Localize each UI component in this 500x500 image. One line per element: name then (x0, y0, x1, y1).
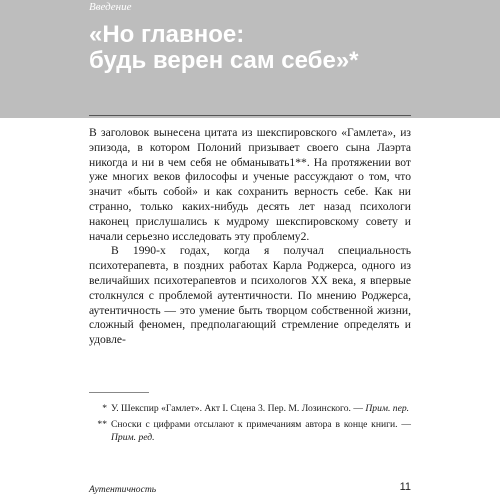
chapter-header (0, 0, 500, 118)
footnote-divider (89, 392, 149, 393)
footnote-mark: * (102, 403, 107, 414)
footnote (89, 418, 411, 444)
main-text (89, 126, 411, 348)
footnote-mark: ** (97, 419, 107, 430)
footnote-text: Сноски с цифрами отсылают к примечаниям автора в конце книги. — (111, 419, 411, 430)
footnote-note: Прим. ред. (111, 432, 155, 443)
chapter-title: «Но главное: будь верен сам себе»* (89, 21, 359, 74)
footnote-note: Прим. пер. (365, 403, 410, 414)
paragraph: В 1990-х годах, когда я получал специальность психотерапевта, в поздних работах Карла Роджерса, одного из величайших психотерапевтов и психологов XX века, я впервые столкнулся с проблемой аутентичности. По мнению Роджерса, аутентичность — это умение быть творцом собственной жизни, сложный феномен, предполагающий стремление определять и удовле- (89, 244, 411, 347)
footnotes (89, 402, 411, 447)
page-number: 11 (399, 481, 411, 493)
footnote (89, 402, 411, 415)
footnote-text: У. Шекспир «Гамлет». Акт I. Сцена 3. Пер. М. Лозинского. — (111, 403, 366, 414)
paragraph: В заголовок вынесена цитата из шекспировского «Гамлета», из эпизода, в котором Полоний призывает своего сына Лаэрта никогда и ни в чем себя не обманывать1**. На протяжении вот уже многих веков философы и ученые рассуждают о том, что значит «быть собой» и как сохранить верность себе. Как ни странно, только каких-нибудь десять лет назад психологи наконец прислушались к мудрому шекспировскому совету и начали серьезно исследовать эту проблему2. (89, 126, 411, 243)
section-label: Введение (89, 1, 132, 13)
running-title: Аутентичность (89, 484, 157, 495)
